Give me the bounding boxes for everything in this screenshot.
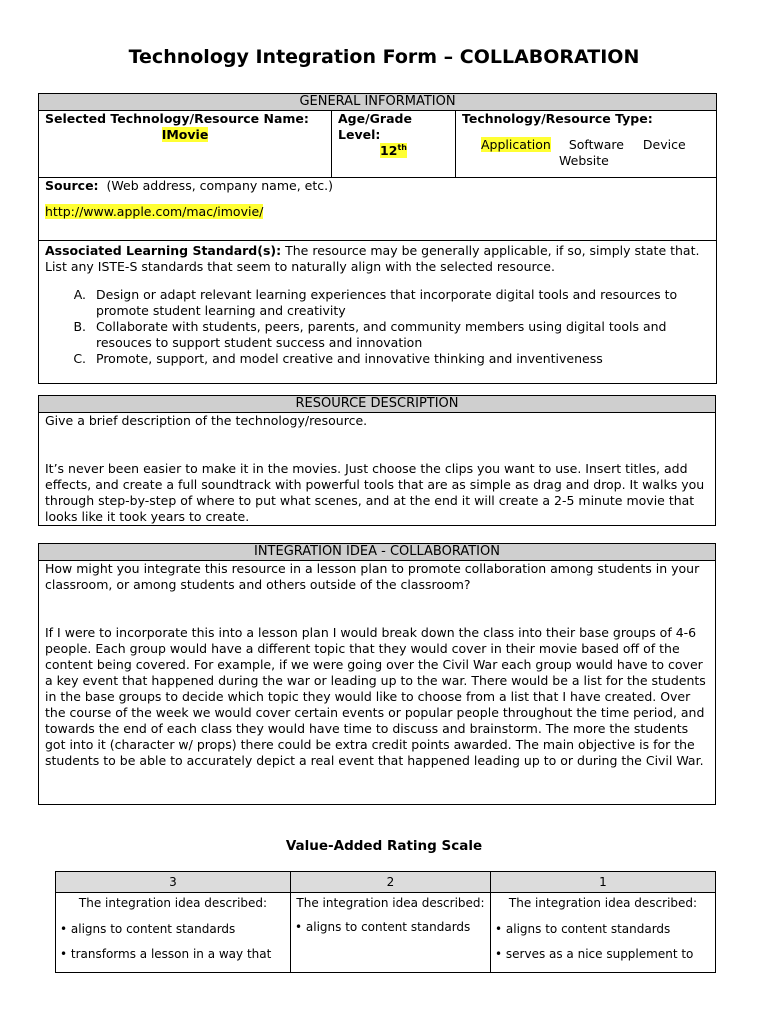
- rating-criteria-1: [491, 893, 716, 973]
- integration-prompt: How might you integrate this resource in a lesson plan to promote collaboration among students in your classroom, or among students and others outside of the classroom?: [45, 561, 700, 592]
- tech-type-cell: [456, 111, 717, 178]
- type-website: Website: [559, 153, 609, 168]
- tech-type-label: Technology/Resource Type:: [462, 111, 653, 126]
- integration-header: INTEGRATION IDEA - COLLABORATION: [39, 544, 716, 561]
- resource-description-table: [38, 395, 716, 526]
- rating-intro: The integration idea described:: [508, 896, 698, 910]
- source-label: Source:: [45, 178, 99, 193]
- resource-header: RESOURCE DESCRIPTION: [39, 396, 716, 413]
- rating-intro: The integration idea described:: [296, 896, 485, 910]
- standards-label: Associated Learning Standard(s):: [45, 243, 282, 258]
- type-device: Device: [642, 137, 686, 152]
- rating-bullet: • serves as a nice supplement to: [495, 947, 694, 961]
- rating-scale-table: [55, 871, 716, 973]
- general-information-table: [38, 93, 717, 384]
- tech-name-cell: [39, 111, 332, 178]
- general-header: GENERAL INFORMATION: [39, 94, 717, 111]
- standard-item: B. Collaborate with students, peers, parents, and community members using digital tools and resouces to support student success and innovation: [90, 319, 710, 351]
- tech-name-label: Selected Technology/Resource Name:: [45, 111, 309, 126]
- standards-description: The resource may be generally applicable, if so, simply state that. List any ISTE-S standards that seem to naturally align with the selected resource.: [45, 243, 700, 274]
- rating-score-2: 2: [291, 872, 491, 893]
- rating-bullet: • aligns to content standards: [495, 922, 671, 936]
- source-hint: (Web address, company name, etc.): [106, 178, 333, 193]
- resource-prompt: Give a brief description of the technology/resource.: [45, 413, 368, 428]
- source-cell: [39, 178, 717, 241]
- standard-item: A. Design or adapt relevant learning experiences that incorporate digital tools and resources to promote student learning and creativity: [90, 287, 710, 319]
- source-url[interactable]: http://www.apple.com/mac/imovie/: [45, 204, 264, 219]
- rating-bullet: • transforms a lesson in a way that: [60, 947, 272, 961]
- rating-score-1: 1: [491, 872, 716, 893]
- standards-list: [45, 287, 710, 367]
- integration-idea-table: [38, 543, 716, 805]
- type-software: Software: [568, 137, 624, 152]
- age-value: 12th: [380, 142, 407, 158]
- rating-criteria-2: [291, 893, 491, 973]
- form-title: Technology Integration Form – COLLABORATION: [128, 46, 640, 68]
- rating-bullet: • aligns to content standards: [295, 920, 471, 934]
- integration-text: If I were to incorporate this into a lesson plan I would break down the class into their base groups of 4-6 people. Each group would have a different topic that they would cover in their movie based off of the content being covered. For example, if we were going over the Civil War each group would have to cover a key event that happened during the war or leading up to the war. There would be a list for the students in the base groups to decide which topic they would like to choose from a list that I have created. Over the course of the week we would cover certain events or popular people throughout the time period, and towards the end of each class they would have time to discuss and brainstorm. The more the students got into it (character w/ props) there could be extra credit points awarded. The main objective is for the students to be able to accurately depict a real event that happened leading up to or during the Civil War.: [45, 625, 706, 768]
- integration-cell: [39, 561, 716, 805]
- rating-intro: The integration idea described:: [78, 896, 268, 910]
- rating-bullet: • aligns to content standards: [60, 922, 236, 936]
- rating-criteria-3: [56, 893, 291, 973]
- resource-cell: [39, 413, 716, 526]
- standard-item: C. Promote, support, and model creative and innovative thinking and inventiveness: [90, 351, 710, 367]
- age-label-line1: Age/Grade: [338, 111, 412, 126]
- rating-scale-title: Value-Added Rating Scale: [285, 838, 483, 854]
- resource-text: It’s never been easier to make it in the movies. Just choose the clips you want to use. Insert titles, add effects, and create a full soundtrack with powerful tools that are as simple as drag and drop. It walks you through step-by-step of where to put what scenes, and at the end it will create a 2-5 minute movie that looks like it took years to create.: [45, 461, 705, 524]
- rating-score-3: 3: [56, 872, 291, 893]
- tech-name-value: IMovie: [161, 127, 209, 142]
- standards-cell: [39, 241, 717, 384]
- age-label-line2: Level:: [338, 127, 381, 142]
- type-application: Application: [481, 137, 551, 152]
- age-grade-cell: [332, 111, 456, 178]
